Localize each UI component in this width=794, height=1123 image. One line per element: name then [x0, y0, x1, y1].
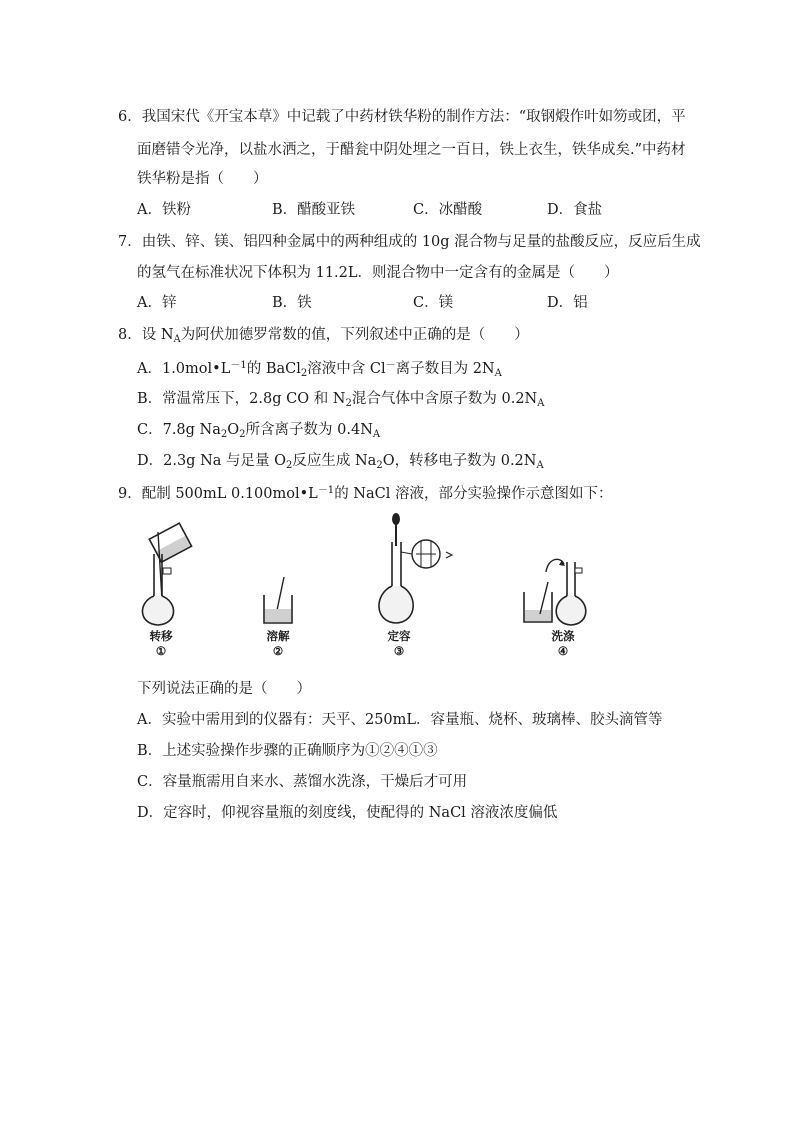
q6-stem-line-3: 铁华粉是指（ ）: [137, 171, 268, 187]
transfer-apparatus-figure: [128, 522, 198, 630]
q6-option-c: C．冰醋酸: [413, 202, 483, 218]
q7-option-c: C．镁: [413, 295, 454, 311]
q9-stem: 9．配制 500mL $0.100mol•L^{-1}$的 NaCl 溶液，部分实验操作示意图如下：: [118, 485, 613, 502]
q9-option-a: A．实验中需用到的仪器有：天平、250mL．容量瓶、烧杯、玻璃棒、胶头滴管等: [137, 712, 663, 728]
q6-option-d: D．食盐: [547, 202, 603, 218]
q7-option-b: B．铁: [272, 295, 312, 311]
figure-number-1: ①: [155, 644, 167, 658]
q8-option-d: D．2.3g Na 与足量 $O_2$反应生成 $Na_2O$，转移电子数为 $0.2N_A$: [137, 453, 544, 471]
q8-option-a: A．$1.0mol•L^{-1}$的 BaCl$_2$溶液中含 Cl－离子数目为 $2N_A$: [137, 360, 502, 379]
figure-number-3: ③: [393, 644, 405, 658]
wash-figure: [520, 552, 600, 628]
figure-number-2: ②: [272, 644, 284, 658]
q9-option-d: D．定容时，仰视容量瓶的刻度线，使配得的 NaCl 溶液浓度偏低: [137, 805, 558, 821]
q8-stem: 8．设 $N_A$为阿伏加德罗常数的值，下列叙述中正确的是（ ）: [118, 327, 529, 345]
q8-option-c: C．7.8g $Na_2O_2$所含离子数为 $0.4N_A$: [137, 422, 381, 440]
dissolve-beaker-figure: [258, 575, 298, 627]
q9-option-c: C．容量瓶需用自来水、蒸馏水洗涤，干燥后才可用: [137, 774, 468, 790]
q6-option-a: A．铁粉: [137, 202, 191, 218]
q8-option-b: B．常温常压下，2.8g CO 和 $N_2$混合气体中含原子数为 $0.2N_A$: [137, 391, 545, 409]
q7-option-d: D．铝: [547, 295, 588, 311]
q7-option-a: A．锌: [137, 295, 177, 311]
figure-label-transfer: 转移: [149, 629, 173, 643]
figure-label-wash: 洗涤: [551, 629, 575, 643]
q9-option-b: B．上述实验操作步骤的正确顺序为①②④①③: [137, 743, 438, 759]
q7-stem-line-1: 7．由铁、锌、镁、铝四种金属中的两种组成的 10g 混合物与足量的盐酸反应，反应后生成: [118, 234, 701, 250]
q6-option-b: B．醋酸亚铁: [272, 202, 356, 218]
q6-stem-line-1: 6．我国宋代《开宝本草》中记载了中药材铁华粉的制作方法：“取钢煅作叶如笏或团，平: [118, 109, 686, 125]
q9-prompt: 下列说法正确的是（ ）: [137, 681, 311, 697]
figure-label-dissolve: 溶解: [266, 629, 290, 643]
q6-stem-line-2: 面磨错令光净，以盐水洒之，于醋瓮中阴处埋之一百日，铁上衣生，铁华成矣.”中药材: [137, 142, 686, 158]
q7-stem-line-2: 的氢气在标准状况下体积为 11.2L．则混合物中一定含有的金属是（ ）: [137, 265, 619, 281]
figure-label-fix-volume: 定容: [387, 629, 411, 643]
figure-number-4: ④: [557, 644, 569, 658]
fix-volume-figure: [370, 512, 460, 628]
